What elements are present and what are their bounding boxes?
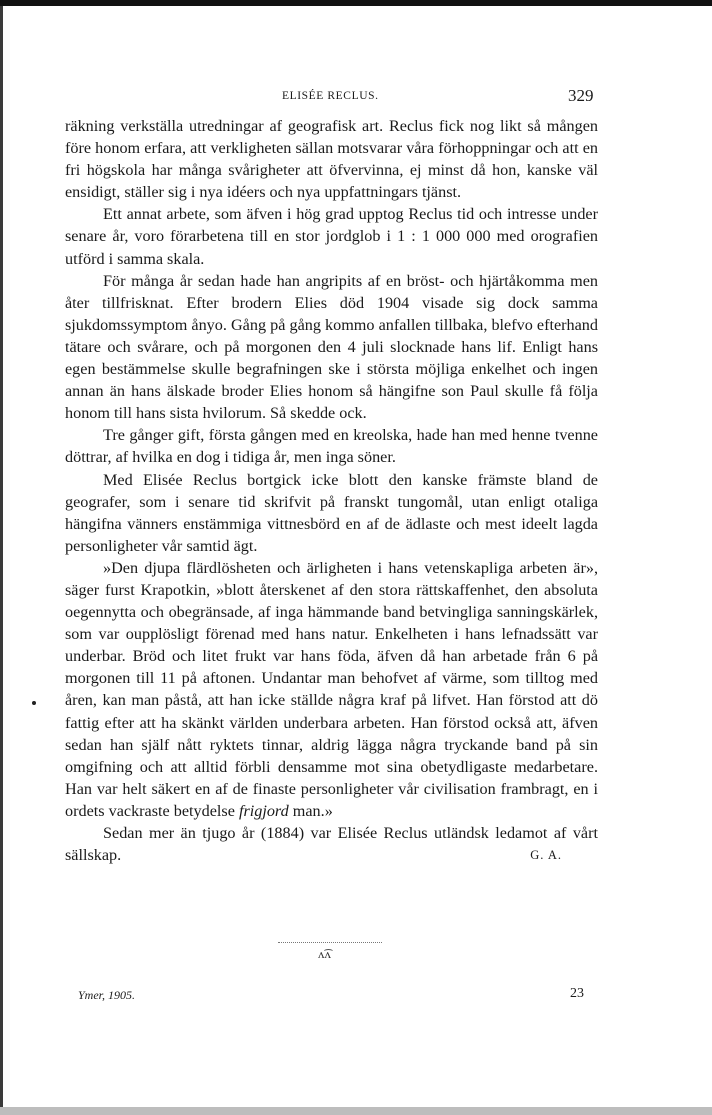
body-text — [65, 115, 598, 866]
footer-signature-mark: 23 — [570, 986, 584, 1001]
paragraph-6-quote — [65, 557, 598, 822]
running-head-title: ELISÉE RECLUS. — [282, 90, 379, 102]
final-paragraph-text: Sedan mer än tjugo år (1884) var Elisée Reclus utländsk ledamot af vårt sällskap. — [65, 824, 598, 865]
quote-text: »Den djupa flärdlösheten och ärligheten i hans vetenskapliga arbeten är», säger furst Krapotkin, »blott återskenet af den stora rättskaffenhet, den absoluta oegennytta och obegränsade, af inga hämmande band betvingliga sanningskärlek, som var oupplösligt förenad med hans natur. Enkelheten i hans lefnadssätt var underbar. Bröd och litet frukt var hans föda, äfven då han arbetade från 6 på morgonen till 11 på aftonen. Undantar man behofvet af värme, som tilltog med åren, kan man påstå, att han icke ställde några kraf på lifvet. Han förstod att dö fattig efter att ha skänkt världen underbara arbeten. Han förstod också att, äfven sedan han själf nått ryktets tinnar, aldrig lägga några tryckande band på sin omgifning och att alltid förbli densamme mot sina obetydligaste medarbetare. Han var helt säkert en af de finaste personligheter vår civilisation frambragt, en i ordets vackraste betydelse — [65, 558, 598, 820]
scan-speck — [32, 701, 36, 705]
ornament-icon: ʌ͡ʌ — [318, 946, 331, 961]
quote-end: man.» — [288, 801, 333, 820]
signature: G. A. — [530, 848, 562, 863]
quote-italic-word: frigjord — [238, 801, 289, 820]
page-number: 329 — [568, 86, 594, 105]
paragraph-5: Med Elisée Reclus bortgick icke blott den kanske främste bland de geografer, som i senare tid skrifvit på franskt tungomål, utan enligt otaliga hängifna vänners enstämmiga vittnesbörd en af de ädlaste och mest ideelt lagda personligheter vår samtid ägt. — [65, 470, 598, 555]
scan-left-edge — [0, 6, 3, 1115]
footer-journal: Ymer, 1905. — [78, 988, 136, 1002]
top-border — [0, 0, 712, 6]
paragraph-7 — [65, 822, 598, 866]
section-divider — [278, 942, 382, 944]
paragraph-1: räkning verkställa utredningar af geografisk art. Reclus fick nog likt så mången före honom erfara, att verkligheten sällan motsvarar våra förhoppningar och att en fri högskola har många svårigheter att öfvervinna, ej minst då hon, kanske väl ensidigt, ställer sig i nya idéers och nya uppfattningars tjänst. — [65, 117, 598, 202]
paragraph-2: Ett annat arbete, som äfven i hög grad upptog Reclus tid och intresse under senare år, voro förarbetena till en stor jordglob i 1 : 1 000 000 med orografien utförd i samma skala. — [65, 205, 598, 268]
paragraph-3: För många år sedan hade han angripits af en bröst- och hjärtåkomma men åter tillfrisknat. Efter brodern Elies död 1904 visade sig dock samma sjukdomssymptom ånyo. Gång på gång kommo anfallen tillbaka, blefvo efterhand tätare och svårare, och på morgonen den 4 juli slocknade hans lif. Enligt hans egen bestämmelse skulle begrafningen ske i största möjliga enkelhet och ingen annan än hans älskade broder Elies honom så hängifne son Paul skulle få följa honom till hans sista hvilorum. Så skedde ock. — [65, 271, 598, 423]
scan-bottom-edge — [0, 1107, 712, 1115]
running-head — [0, 86, 712, 110]
paragraph-4: Tre gånger gift, första gången med en kreolska, hade han med henne tvenne döttrar, af hvilka en dog i tidiga år, men inga söner. — [65, 426, 598, 467]
